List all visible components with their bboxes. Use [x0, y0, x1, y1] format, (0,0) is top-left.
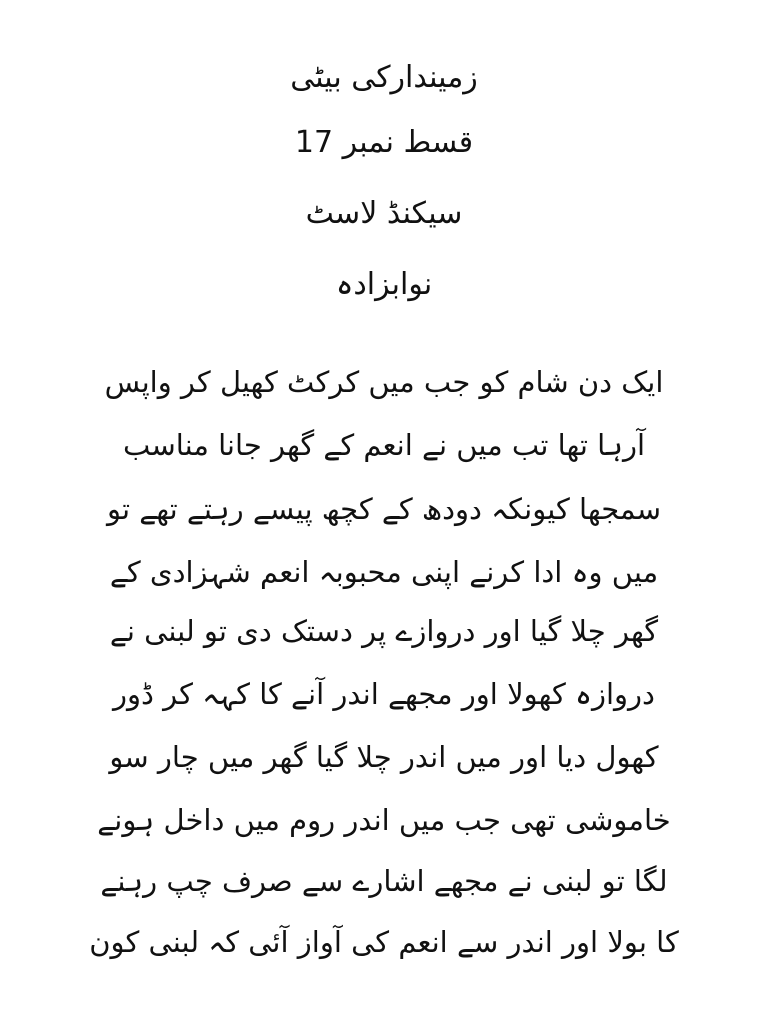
paragraph-line: کا بولا اور اندر سے انعم کی آواز آئی کہ لبنی کون [89, 925, 679, 959]
paragraph-line: ایک دن شام کو جب میں کرکٹ کھیل کر واپس [104, 365, 664, 399]
paragraph-line: دروازہ کھولا اور مجھے اندر آنے کا کہہ کر ڈور [113, 677, 655, 711]
paragraph-line: خاموشی تھی جب میں اندر روم میں داخل ہونے [97, 803, 671, 837]
paragraph-line: لگا تو لبنی نے مجھے اشارے سے صرف چپ رہنے [100, 864, 668, 898]
story-title: زمیندارکی بیٹی [290, 60, 478, 95]
paragraph-line: سمجھا کیونکہ دودھ کے کچھ پیسے رہتے تھے تو [107, 492, 661, 526]
paragraph-line: میں وہ ادا کرنے اپنی محبوبہ انعم شہزادی کے [109, 555, 659, 589]
author-name: نوابزادہ [335, 267, 433, 302]
episode-subtitle: سیکنڈ لاسٹ [305, 196, 463, 231]
paragraph-line: گھر چلا گیا اور دروازے پر دستک دی تو لبنی نے [109, 614, 659, 648]
paragraph-line: کھول دیا اور میں اندر چلا گیا گھر میں چار سو [109, 740, 659, 774]
paragraph-line: آرہا تھا تب میں نے انعم کے گھر جانا مناسب [122, 428, 646, 462]
episode-number: قسط نمبر 17 [294, 125, 474, 160]
